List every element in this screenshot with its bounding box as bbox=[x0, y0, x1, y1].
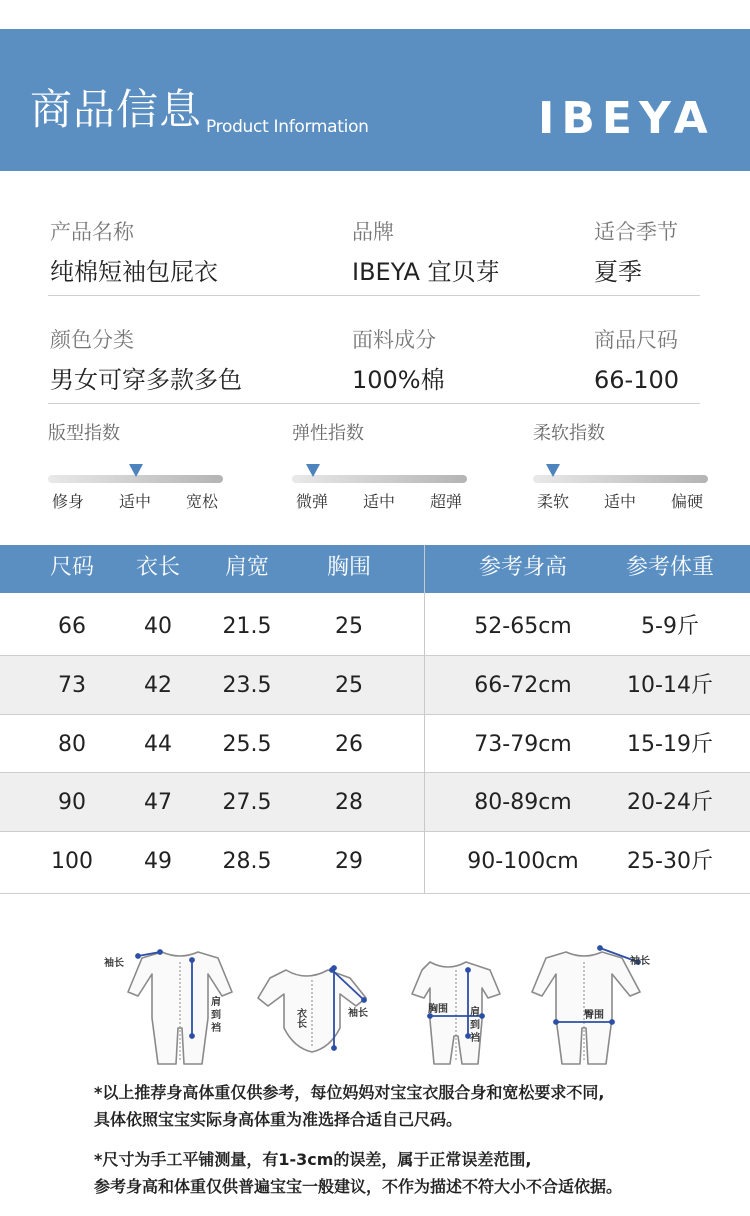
column-header-height: 参考身高 bbox=[478, 555, 567, 580]
short-sleeve-romper-figure bbox=[412, 962, 500, 1064]
softness-index-marker bbox=[546, 464, 560, 477]
column-divider bbox=[424, 545, 425, 894]
table-cell: 25-30斤 bbox=[627, 849, 713, 874]
table-cell: 73 bbox=[58, 673, 86, 698]
table-row bbox=[0, 656, 750, 714]
color-value: 男女可穿多款多色 bbox=[50, 366, 242, 394]
brand-logo: IBEYA bbox=[538, 93, 715, 144]
softness-index-label-mid: 适中 bbox=[604, 492, 637, 511]
table-cell: 90 bbox=[58, 790, 86, 815]
material-value: 100%棉 bbox=[352, 366, 445, 394]
body-length-label: 衣长 bbox=[294, 1008, 306, 1028]
column-header-shoulder: 肩宽 bbox=[224, 555, 269, 580]
elasticity-index-label-low: 微弹 bbox=[296, 492, 329, 511]
note-line: *以上推荐身高体重仅供参考，每位妈妈对宝宝衣服合身和宽松要求不同, bbox=[94, 1083, 605, 1102]
column-header-length: 衣长 bbox=[135, 555, 180, 580]
brand-label: 品牌 bbox=[352, 220, 394, 244]
product-name-label: 产品名称 bbox=[50, 220, 134, 244]
table-cell: 40 bbox=[144, 614, 172, 639]
table-cell: 28.5 bbox=[222, 849, 272, 874]
table-cell: 49 bbox=[144, 849, 172, 874]
table-cell: 20-24斤 bbox=[627, 790, 713, 815]
color-label: 颜色分类 bbox=[50, 328, 134, 352]
sleeve-length-label: 袖长 bbox=[104, 958, 124, 969]
divider bbox=[48, 403, 700, 404]
table-cell: 25 bbox=[335, 614, 363, 639]
elasticity-index-marker bbox=[306, 464, 320, 477]
table-cell: 90-100cm bbox=[467, 849, 579, 874]
table-cell: 26 bbox=[335, 732, 363, 757]
note-line: *尺寸为手工平铺测量，有1-3cm的误差，属于正常误差范围, bbox=[94, 1150, 532, 1169]
column-header-chest: 胸围 bbox=[326, 555, 371, 580]
table-cell: 80 bbox=[58, 732, 86, 757]
size-label: 商品尺码 bbox=[594, 328, 678, 352]
table-row bbox=[0, 832, 750, 890]
table-row bbox=[0, 597, 750, 655]
table-row bbox=[0, 715, 750, 773]
table-cell: 29 bbox=[335, 849, 363, 874]
table-cell: 27.5 bbox=[222, 790, 272, 815]
table-cell: 44 bbox=[144, 732, 172, 757]
page-subtitle: Product Information bbox=[206, 117, 369, 137]
long-sleeve-romper-figure bbox=[532, 952, 640, 1064]
table-cell: 66-72cm bbox=[474, 673, 572, 698]
fit-index-label-low: 修身 bbox=[52, 492, 85, 511]
header-banner bbox=[0, 29, 750, 171]
table-cell: 66 bbox=[58, 614, 86, 639]
chest-label: 胸围 bbox=[428, 1004, 448, 1015]
table-cell: 80-89cm bbox=[474, 790, 572, 815]
fit-index-label-high: 宽松 bbox=[186, 492, 219, 511]
softness-index-label-low: 柔软 bbox=[537, 492, 570, 511]
row-divider bbox=[0, 893, 750, 894]
sleeve-length-label: 袖长 bbox=[348, 1008, 368, 1019]
elasticity-index-label-high: 超弹 bbox=[430, 492, 463, 511]
note-line: 具体依照宝宝实际身高体重为准选择合适自己尺码。 bbox=[94, 1110, 463, 1129]
elasticity-index-title: 弹性指数 bbox=[292, 423, 364, 444]
sleeve-length-label: 袖长 bbox=[630, 956, 650, 967]
table-cell: 15-19斤 bbox=[627, 732, 713, 757]
size-table-header bbox=[0, 545, 750, 593]
product-name-value: 纯棉短袖包屁衣 bbox=[50, 258, 218, 286]
table-cell: 73-79cm bbox=[474, 732, 572, 757]
column-header-size: 尺码 bbox=[49, 555, 94, 580]
page-title: 商品信息 bbox=[30, 85, 203, 134]
softness-index-title: 柔软指数 bbox=[533, 423, 605, 444]
table-cell: 28 bbox=[335, 790, 363, 815]
table-cell: 25 bbox=[335, 673, 363, 698]
table-cell: 47 bbox=[144, 790, 172, 815]
table-cell: 10-14斤 bbox=[627, 673, 713, 698]
table-cell: 42 bbox=[144, 673, 172, 698]
fit-index-marker bbox=[129, 464, 143, 477]
hip-label: 臀围 bbox=[584, 1010, 604, 1021]
table-cell: 52-65cm bbox=[474, 614, 572, 639]
brand-value: IBEYA 宜贝芽 bbox=[352, 258, 500, 286]
season-value: 夏季 bbox=[594, 258, 642, 286]
divider bbox=[48, 295, 700, 296]
table-cell: 5-9斤 bbox=[641, 614, 699, 639]
shoulder-crotch-label: 肩到裆 bbox=[470, 1007, 480, 1044]
fit-index-title: 版型指数 bbox=[48, 423, 120, 444]
shoulder-crotch-label: 肩到裆 bbox=[211, 997, 221, 1034]
measurement-diagrams bbox=[100, 940, 700, 1075]
note-line: 参考身高和体重仅供普遍宝宝一般建议，不作为描述不符大小不合适依据。 bbox=[94, 1177, 623, 1196]
fit-index-label-mid: 适中 bbox=[119, 492, 152, 511]
table-cell: 25.5 bbox=[222, 732, 272, 757]
size-value: 66-100 bbox=[594, 366, 680, 394]
season-label: 适合季节 bbox=[594, 220, 678, 244]
elasticity-index-label-mid: 适中 bbox=[363, 492, 396, 511]
table-cell: 100 bbox=[51, 849, 93, 874]
table-cell: 21.5 bbox=[222, 614, 272, 639]
material-label: 面料成分 bbox=[352, 328, 436, 352]
table-cell: 23.5 bbox=[222, 673, 272, 698]
column-header-weight: 参考体重 bbox=[625, 555, 714, 580]
softness-index-label-high: 偏硬 bbox=[671, 492, 704, 511]
table-row bbox=[0, 773, 750, 831]
